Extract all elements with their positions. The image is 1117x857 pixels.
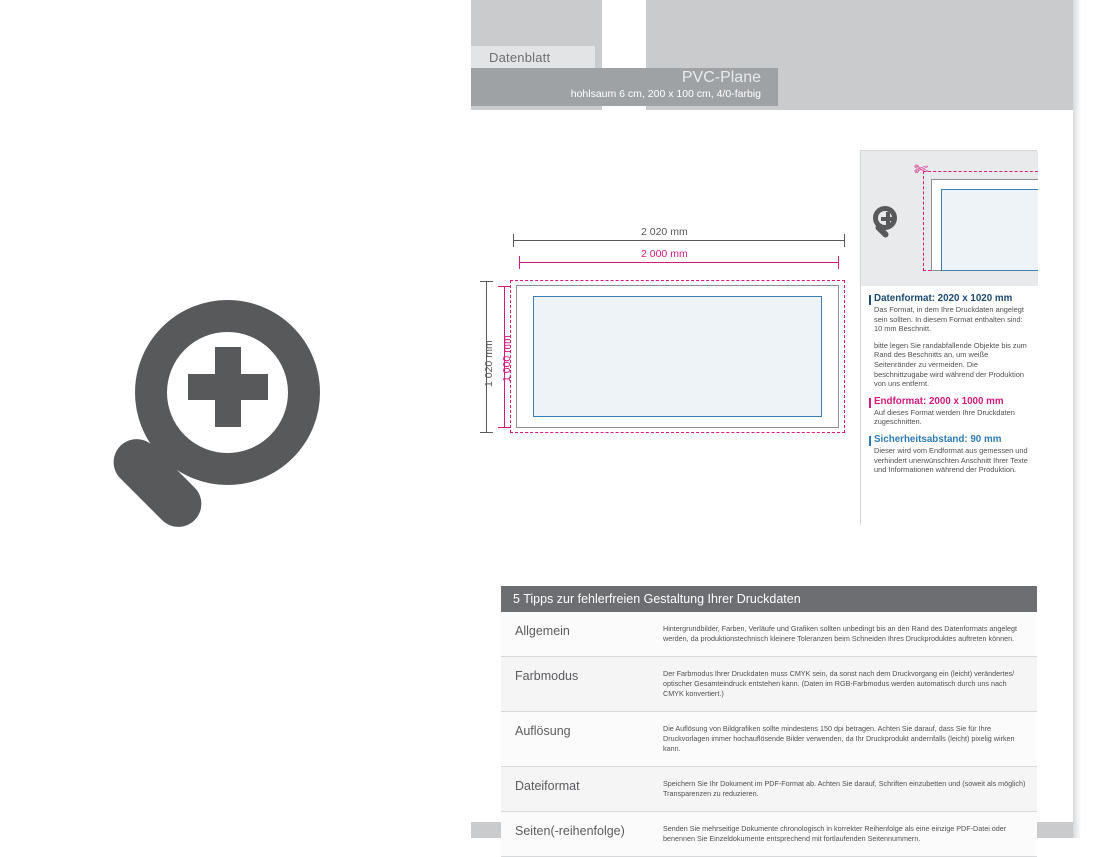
info-paragraph-sicherheitsabstand-1: Dieser wird vom Endformat aus gemessen und verhindert unerwünschten Anschnitt Ihrer Texte und Informationen während der Produktion.: [874, 445, 1028, 475]
info-paragraph-datenformat-2: bitte legen Sie randabfallende Objekte bis zum Rand des Beschnitts an, um weiße Seitenränder zu vermeiden. Die beschnittzugabe wird während der Produktion von uns entfernt.: [874, 340, 1027, 389]
dim-tick-right-bleed: [844, 234, 845, 247]
table-row: [501, 812, 1037, 857]
preview-safety-rectangle: [941, 189, 1038, 271]
tip-text: Senden Sie mehrseitige Dokumente chronologisch in korrekter Reihenfolge als eine einzige PDF-Datei oder benennen Sie Einzeldokumente entsprechend mit fortlaufenden Seitennummern.: [663, 824, 1007, 843]
format-drawing: [471, 150, 891, 480]
tip-label: Allgemein: [515, 624, 570, 638]
magnifier-plus-vertical-small: [886, 212, 890, 226]
tip-text: Die Auflösung von Bildgrafiken sollte mindestens 150 dpi betragen. Achten Sie darauf, dass Sie für Ihre Druckvorlagen immer hochauflösende Bilder verwenden, da Ihr Druckprodukt andernfalls (leicht) pixelig wirken kann.: [663, 724, 1015, 753]
format-preview-thumbnail: [861, 151, 1038, 286]
tips-table: [501, 586, 1037, 857]
table-row: [501, 657, 1037, 712]
info-heading-datenformat: Datenformat: 2020 x 1020 mm: [874, 293, 1013, 304]
table-row: [501, 712, 1037, 767]
info-block-endformat: [869, 396, 1030, 427]
format-info-text: [861, 286, 1038, 525]
tips-table-title: 5 Tipps zur fehlerfreien Gestaltung Ihrer Druckdaten: [501, 586, 1037, 612]
dim-label-width-bleed: 2 020 mm: [641, 226, 688, 238]
magnifier-plus-icon: [95, 280, 375, 560]
magnifier-plus-vertical: [215, 347, 241, 427]
dim-line-width-final: [519, 262, 839, 263]
dim-label-width-final: 2 000 mm: [641, 248, 688, 260]
page-shadow: [1073, 0, 1081, 838]
table-row: [501, 767, 1037, 812]
info-bar-sicherheitsabstand: [869, 436, 871, 446]
info-block-sicherheitsabstand: [869, 434, 1030, 475]
dim-tick-left-bleed: [513, 234, 514, 247]
safety-margin-rectangle: [533, 296, 822, 417]
scissors-icon: ✄: [914, 160, 929, 179]
dim-tick-bottom-bleed: [480, 432, 493, 433]
dim-tick-left-final: [519, 256, 520, 269]
tip-text: Der Farbmodus Ihrer Druckdaten muss CMYK sein, da sonst nach dem Druckvorgang ein (leicht) verändertes/ optischer Gesamteindruck entstehen kann. (Daten im RGB-Farbmodus werden automatisch durch uns nach CMYK konvertiert.): [663, 669, 1015, 698]
document-title-bar: [471, 68, 778, 106]
tip-text: Speichern Sie Ihr Dokument im PDF-Format ab. Achten Sie darauf, Schriften einzubetten und (soweit als möglich) Transparenzen zu reduzieren.: [663, 779, 1026, 798]
info-bar-endformat: [869, 398, 871, 408]
dim-label-height-bleed: 1 020 mm: [483, 340, 495, 387]
page-title: PVC-Plane: [681, 69, 761, 86]
tip-label: Auflösung: [515, 724, 571, 738]
info-heading-endformat: Endformat: 2000 x 1000 mm: [874, 395, 1004, 407]
dim-tick-right-final: [838, 256, 839, 269]
tab-datenblatt: Datenblatt: [471, 46, 595, 68]
dim-tick-top-bleed: [480, 281, 493, 282]
format-info-panel: [860, 150, 1037, 525]
tip-label: Farbmodus: [515, 669, 579, 683]
table-row: [501, 612, 1037, 657]
page-subtitle: hohlsaum 6 cm, 200 x 100 cm, 4/0-farbig: [570, 88, 761, 100]
info-paragraph-datenformat-1: Das Format, in dem Ihre Druckdaten angelegt sein sollten. In diesem Format enthalten sind: 10 mm Beschnitt.: [874, 305, 1024, 334]
tip-label: Seiten(-reihenfolge): [515, 824, 625, 838]
tip-label: Dateiformat: [515, 779, 580, 793]
info-block-datenformat: [869, 293, 1030, 389]
dim-label-height-final: 1 000 mm: [501, 335, 513, 382]
magnifier-plus-icon-small: [873, 206, 907, 240]
tip-text: Hintergrundbilder, Farben, Verläufe und Grafiken sollten unbedingt bis an den Rand des Datenformats angelegt werden, da produktionstechnisch kleinere Toleranzen beim Schneiden Ihres Druckproduktes auftreten können.: [663, 624, 1018, 643]
dim-line-width-bleed: [513, 240, 845, 241]
info-bar-datenformat: [869, 295, 871, 305]
info-paragraph-endformat-1: Auf dieses Format werden Ihre Druckdaten zugeschnitten.: [874, 407, 1015, 427]
info-heading-sicherheitsabstand: Sicherheitsabstand: 90 mm: [874, 433, 1002, 445]
